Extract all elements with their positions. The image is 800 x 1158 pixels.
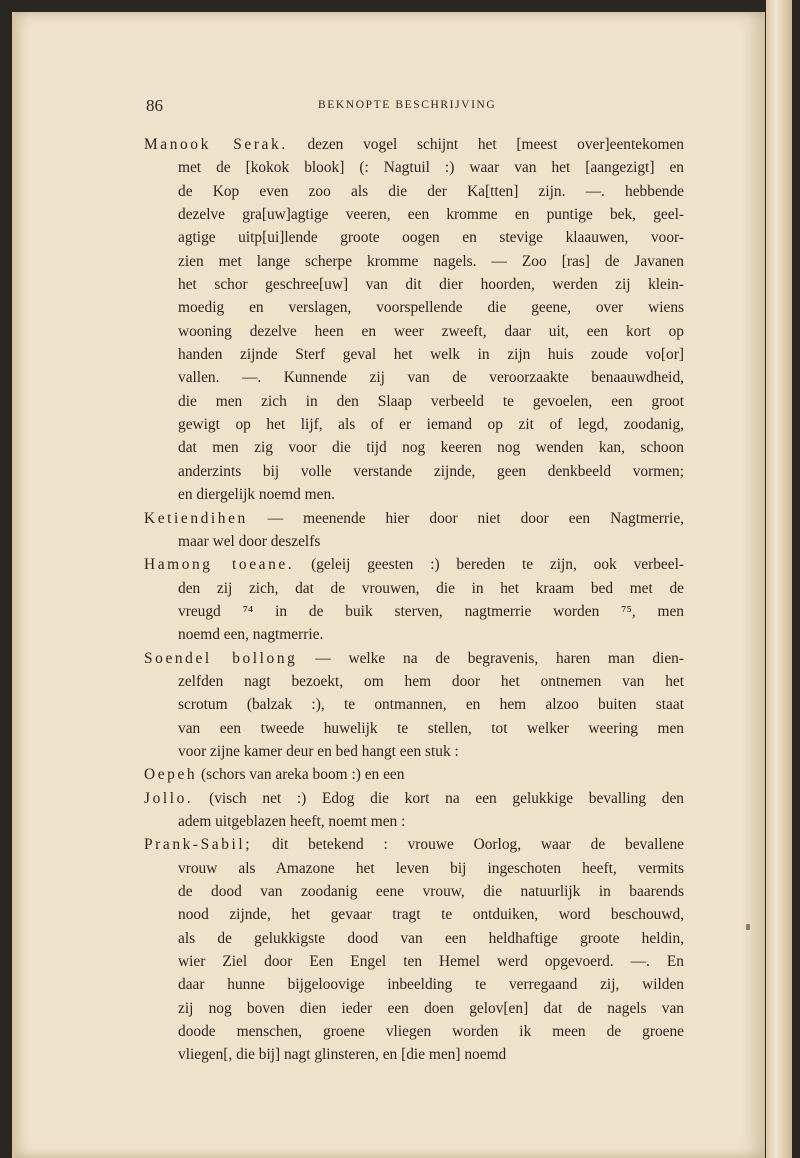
text-line xyxy=(144,1043,684,1066)
line-text: die men zich in den Slaap verbeeld te gevoelen, een groot xyxy=(178,392,684,410)
line-text: van een tweede huwelijk te stellen, tot welker weering men xyxy=(178,719,684,737)
line-text: wier Ziel door Een Engel ten Hemel werd opgevoerd. —. En xyxy=(178,953,684,971)
text-line xyxy=(144,670,684,693)
entry-term: Jollo. xyxy=(144,789,194,807)
line-text: als de gelukkigste dood van een heldhaftige groote heldin, xyxy=(178,929,684,947)
line-text: en diergelijk noemd men. xyxy=(178,486,336,504)
text-line xyxy=(144,693,684,716)
line-text: zelfden nagt bezoekt, om hem door het ontnemen van het xyxy=(178,672,684,690)
entry-term: Manook Serak. xyxy=(144,136,288,153)
line-text: dezelve gra[uw]agtige veeren, een kromme en puntige bek, geel- xyxy=(178,206,684,224)
text-line xyxy=(144,787,684,810)
line-text: (geleij geesten :) bereden te zijn, ook verbeel- xyxy=(294,556,684,574)
line-text: dezen vogel schijnt het [meest over]eentekomen xyxy=(287,136,684,153)
text-line xyxy=(144,483,684,506)
line-text: voor zijne kamer deur en bed hangt een stuk : xyxy=(178,742,459,760)
line-text: maar wel door deszelfs xyxy=(178,532,321,550)
running-head: BEKNOPTE BESCHRIJVING xyxy=(318,99,497,111)
line-text: het schor geschree[uw] van dit dier hoorden, werden zij klein- xyxy=(178,276,684,294)
line-text: doode menschen, groene vliegen worden ik meen de groene xyxy=(178,1023,684,1041)
line-text: agtige uitp[ui]lende groote oogen en stevige klaauwen, voor- xyxy=(178,229,684,247)
line-text: dat men zig voor die tijd nog keeren nog wenden kan, schoon xyxy=(178,439,684,457)
line-text: zij nog boven dien ieder een doen gelov[en] dat de nagels van xyxy=(178,999,684,1017)
text-line xyxy=(144,133,684,156)
text-line xyxy=(144,717,684,740)
text-line xyxy=(144,623,684,646)
line-text: noemd een, nagtmerrie. xyxy=(178,626,324,644)
text-line xyxy=(144,600,684,623)
line-text: gewigt op het lijf, als of er iemand op zit of legd, zoodanig, xyxy=(178,416,684,434)
line-text: de dood van zoodanig eene vrouw, die natuurlijk in baarends xyxy=(178,883,684,900)
page-number: 86 xyxy=(146,96,163,115)
entry-term: Soendel bollong xyxy=(144,649,298,667)
text-line xyxy=(144,180,684,203)
line-text: vreugd ⁷⁴ in de buik sterven, nagtmerrie worden ⁷⁵, men xyxy=(178,602,684,620)
page-edge xyxy=(766,0,792,1158)
line-text: vallen. —. Kunnende zij van de veroorzaakte benaauwdheid, xyxy=(178,369,684,387)
body-text xyxy=(144,133,684,1067)
text-line xyxy=(144,390,684,413)
page-header xyxy=(146,96,686,120)
line-text: den zij zich, dat de vrouwen, die in het kraam bed met de xyxy=(178,579,684,597)
line-text: — welke na de begravenis, haren man dien- xyxy=(297,649,684,667)
text-line xyxy=(144,530,684,553)
text-line xyxy=(144,880,684,903)
margin-mark xyxy=(746,924,750,930)
text-line xyxy=(144,460,684,483)
text-line xyxy=(144,577,684,600)
line-text: (schors van areka boom :) en een xyxy=(197,766,405,784)
text-line xyxy=(144,343,684,366)
text-line xyxy=(144,413,684,436)
line-text: vrouw als Amazone het leven bij ingeschoten heeft, vermits xyxy=(178,859,684,877)
line-text: handen zijnde Sterf geval het welk in zijn huis zoude vo[or] xyxy=(178,346,684,364)
text-line xyxy=(144,156,684,179)
text-line xyxy=(144,250,684,273)
text-line xyxy=(144,763,684,786)
entry-term: Ketiendihen xyxy=(144,509,248,527)
line-text: wooning dezelve heen en weer zweeft, daar uit, een kort op xyxy=(178,322,684,340)
text-line xyxy=(144,553,684,576)
line-text: vliegen[, die bij] nagt glinsteren, en [die men] noemd xyxy=(178,1046,507,1064)
text-line xyxy=(144,507,684,530)
entry-term: Hamong toeane. xyxy=(144,556,295,574)
text-line xyxy=(144,203,684,226)
text-line xyxy=(144,296,684,319)
text-line xyxy=(144,927,684,950)
line-text: daar hunne bijgeloovige inbeelding te verregaand zij, wilden xyxy=(178,976,684,994)
text-line xyxy=(144,436,684,459)
text-line xyxy=(144,647,684,670)
text-line xyxy=(144,950,684,973)
text-line xyxy=(144,226,684,249)
text-line xyxy=(144,997,684,1020)
line-text: — meenende hier door niet door een Nagtmerrie, xyxy=(247,509,684,527)
line-text: dit betekend : vrouwe Oorlog, waar de bevallene xyxy=(252,836,684,854)
text-line xyxy=(144,273,684,296)
line-text: de Kop even zoo als die der Ka[tten] zijn. —. hebbende xyxy=(178,182,684,200)
text-line xyxy=(144,320,684,343)
line-text: adem uitgeblazen heeft, noemt men : xyxy=(178,812,406,830)
line-text: (visch net :) Edog die kort na een gelukkige bevalling den xyxy=(193,789,684,807)
text-line xyxy=(144,857,684,880)
text-line xyxy=(144,810,684,833)
line-text: nood zijnde, het gevaar tragt te ontduiken, word beschouwd, xyxy=(178,906,684,924)
text-line xyxy=(144,973,684,996)
entry-term: Prank-Sabil; xyxy=(144,836,253,854)
line-text: moedig en verslagen, voorspellende die geene, over wiens xyxy=(178,299,684,317)
text-line xyxy=(144,366,684,389)
text-line xyxy=(144,740,684,763)
line-text: met de [kokok blook] (: Nagtuil :) waar van het [aangezigt] en xyxy=(178,159,684,177)
text-line xyxy=(144,1020,684,1043)
text-line xyxy=(144,903,684,926)
text-line xyxy=(144,833,684,856)
line-text: scrotum (balzak :), te ontmannen, en hem alzoo buiten staat xyxy=(178,696,684,714)
entry-term: Oepeh xyxy=(144,766,198,784)
line-text: anderzints bij volle verstande zijnde, geen denkbeeld vormen; xyxy=(178,462,684,480)
line-text: zien met lange scherpe kromme nagels. — Zoo [ras] de Javanen xyxy=(178,252,684,270)
